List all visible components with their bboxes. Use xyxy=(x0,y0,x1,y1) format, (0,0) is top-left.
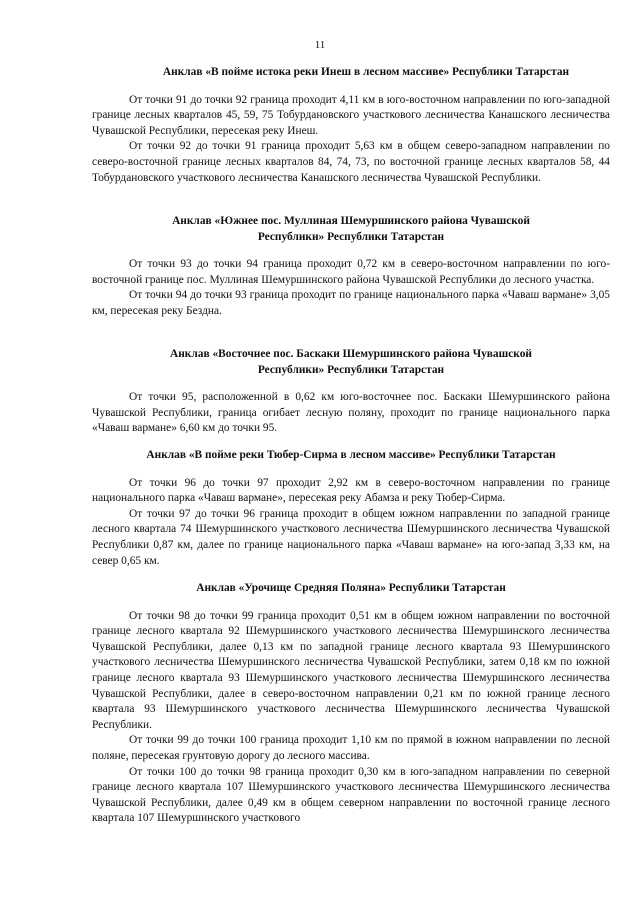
section-heading xyxy=(92,65,610,81)
paragraph: От точки 99 до точки 100 граница проходит 1,10 км по прямой в южном направлении по лесной поляне, пересекая грунтовую дорогу до лесного массива. xyxy=(92,734,610,762)
section-enclave-srednyaya-polyana xyxy=(92,581,610,827)
heading-line: Анклав «Урочище Средняя Поляна» Республики Татарстан xyxy=(196,582,506,594)
paragraph: От точки 91 до точки 92 граница проходит 4,11 км в юго-восточном направлении по юго-западной границе лесных кварталов 45, 59, 75 Тобурдановского участкового лесничества Канашского лесничества Чувашской Республики, пересекая реку Инеш. xyxy=(92,93,610,137)
section-enclave-inesh xyxy=(92,65,610,186)
section-heading xyxy=(92,347,610,378)
heading-line: Республики» Республики Татарстан xyxy=(257,363,445,376)
paragraph: От точки 92 до точки 91 граница проходит 5,63 км в общем северо-западном направлении по северо-восточной границе лесных кварталов 84, 74, 73, по восточной границе лесных кварталов 58, 44 Тобурдановского участкового лесничества Канашского лесничества Чувашской Республики. xyxy=(92,140,610,184)
paragraph: От точки 93 до точки 94 граница проходит 0,72 км в северо-восточном направлении по юго-восточной границе пос. Муллиная Шемуршинского района Чувашской Республики до лесного участка. xyxy=(92,258,610,286)
heading-line: Анклав «В пойме истока реки Инеш в лесном массиве» Республики Татарстан xyxy=(162,66,570,78)
heading-line: Анклав «Южнее пос. Муллиная Шемуршинского района Чувашской xyxy=(172,215,530,227)
heading-line: Анклав «Восточнее пос. Баскаки Шемуршинского района Чувашской xyxy=(170,348,532,360)
paragraph: От точки 100 до точки 98 граница проходит 0,30 км в юго-западном направлении по северной границе лесного квартала 107 Шемуршинского участкового лесничества Шемуршинского лесничества Чувашской Республики, далее 0,49 км в общем северном направлении по восточной границе лесного квартала 107 Шемуршинского участкового xyxy=(92,765,610,825)
section-heading xyxy=(92,214,610,245)
section-enclave-baskaki xyxy=(92,347,610,437)
paragraph: От точки 97 до точки 96 граница проходит в общем южном направлении по западной границе лесного квартала 74 Шемуршинского участкового лесничества Шемуршинского лесничества Чувашской Республики 0,87 км, далее по границе национального парка «Чаваш вармане» на юго-запад 3,33 км, на север 0,65 км. xyxy=(92,507,610,567)
heading-line: Республики» Республики Татарстан xyxy=(257,230,445,243)
section-heading xyxy=(92,581,610,597)
paragraph: От точки 94 до точки 93 граница проходит по границе национального парка «Чаваш вармане» 3,05 км, пересекая реку Бездна. xyxy=(92,289,610,317)
section-enclave-tyuber-sirma xyxy=(92,448,610,569)
section-enclave-mullinaya xyxy=(92,214,610,320)
section-heading xyxy=(92,448,610,464)
heading-line: Анклав «В пойме реки Тюбер-Сирма в лесном массиве» Республики Татарстан xyxy=(146,449,556,461)
paragraph: От точки 95, расположенной в 0,62 км юго-восточнее пос. Баскаки Шемуршинского района Чувашской Республики, граница огибает лесную поляну, проходит по границе национального парка «Чаваш вармане» 6,60 км до точки 95. xyxy=(92,391,610,435)
paragraph: От точки 98 до точки 99 граница проходит 0,51 км в общем южном направлении по восточной границе лесного квартала 92 Шемуршинского участкового лесничества Шемуршинского лесничества Чувашской Республики, далее 0,13 км по западной границе лесного квартала 93 Шемуршинского участкового лесничества Шемуршинского лесничества Чувашской Республики, затем 0,18 км по южной границе лесного квартала 93 Шемуршинского участкового лесничества Шемуршинского лесничества Чувашской Республики, далее в северо-восточном направлении 0,21 км по южной границе лесного квартала 93 Шемуршинского участкового лесничества Шемуршинского лесничества Чувашской Республики. xyxy=(92,609,610,731)
page-number: 11 xyxy=(314,39,326,51)
paragraph: От точки 96 до точки 97 проходит 2,92 км в северо-восточном направлении по границе национального парка «Чаваш вармане», пересекая реку Абамза и реку Тюбер-Сирма. xyxy=(92,476,610,505)
